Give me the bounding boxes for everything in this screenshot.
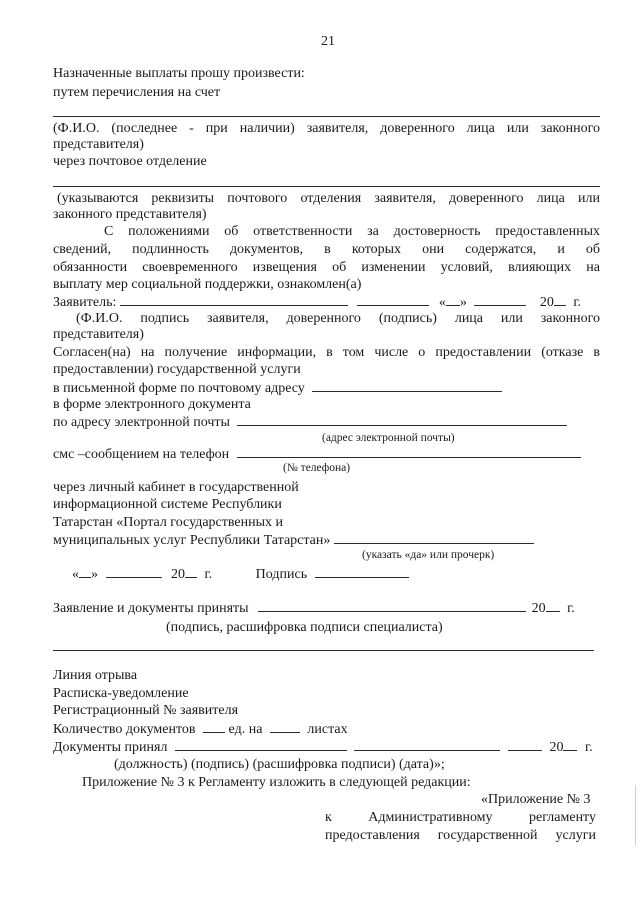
annex-heading-1: «Приложение № 3: [481, 792, 591, 807]
portal-line-3: Татарстан «Портал государственных и: [53, 515, 283, 530]
portal-line-2: информационной системе Республики: [53, 497, 282, 512]
specialist-signature-field[interactable]: [258, 600, 526, 612]
receipt-title: Расписка-уведомление: [53, 686, 189, 701]
consent-line-1: Согласен(на) на получение информации, в том числе о предоставлении (отказе в: [53, 345, 600, 360]
consent-line-2: предоставлении) государственной услуги: [53, 362, 301, 377]
applicant-year-field[interactable]: [554, 294, 566, 306]
sheets-count-field[interactable]: [270, 721, 300, 733]
applicant-note-cont: представителя): [53, 327, 144, 342]
post-office-fill-line: [53, 186, 600, 187]
electronic-option: в форме электронного документа: [53, 397, 251, 412]
email-field[interactable]: [237, 414, 567, 426]
accepted-by-year-field[interactable]: [563, 739, 577, 751]
documents-count-field[interactable]: [203, 721, 225, 733]
tear-line: [53, 650, 594, 651]
accepted-year-field[interactable]: [546, 600, 560, 612]
tear-label: Линия отрыва: [53, 668, 138, 683]
fio-note: (Ф.И.О. (последнее - при наличии) заявителя, доверенного лица или законного: [53, 121, 600, 136]
responsibility-line-1: С положениями об ответственности за достоверность предоставленных: [104, 224, 600, 239]
sms-option: смс –сообщением на телефон: [53, 446, 581, 463]
responsibility-line-2: сведений, подлинность документов, в которых они содержатся, и об: [53, 242, 600, 257]
page-number: 21: [321, 34, 335, 49]
applicant-month-field[interactable]: [474, 294, 526, 306]
phone-note: (№ телефона): [283, 462, 351, 474]
applicant-row: Заявитель: « » 20 г.: [53, 295, 582, 310]
annex-heading-2: к Административному регламенту: [325, 810, 596, 825]
payment-heading: Назначенные выплаты прошу произвести:: [53, 66, 305, 81]
portal-note: (указать «да» или прочерк): [362, 549, 495, 561]
applicant-note: (Ф.И.О. подпись заявителя, доверенного (подпись) лица или законного: [76, 311, 600, 326]
responsibility-line-3: обязанности своевременного извещения об изменении условий, влияющих на: [53, 260, 600, 275]
consent-day-field[interactable]: [79, 566, 91, 578]
portal-answer-field[interactable]: [334, 532, 534, 544]
signature-label: Подпись: [255, 567, 308, 582]
consent-month-field[interactable]: [106, 566, 162, 578]
post-office-note-cont: законного представителя): [53, 207, 207, 222]
consent-signature-field[interactable]: [315, 566, 409, 578]
email-note: (адрес электронной почты): [322, 432, 455, 444]
accepted-note: (подпись, расшифровка подписи специалиста): [166, 620, 443, 635]
portal-option: муниципальных услуг Республики Татарстан»: [53, 532, 534, 549]
accepted-by-name-field[interactable]: [354, 739, 500, 751]
email-option: по адресу электронной почты: [53, 414, 567, 431]
consent-date-row: « » 20 г. Подпись: [72, 566, 409, 583]
consent-year-field[interactable]: [185, 566, 197, 578]
phone-field[interactable]: [237, 446, 581, 458]
post-office-label: через почтовое отделение: [53, 154, 207, 169]
documents-count-row: Количество документов ед. на листах: [53, 722, 348, 737]
annex-statement: Приложение № 3 к Регламенту изложить в следующей редакции:: [82, 775, 471, 790]
accepted-by-position-field[interactable]: [175, 739, 347, 751]
applicant-name-field[interactable]: [120, 294, 348, 306]
account-fill-line: [53, 116, 600, 117]
annex-heading-3: предоставления государственной услуги: [325, 828, 596, 843]
postal-address-field[interactable]: [312, 380, 502, 392]
responsibility-line-4: выплату мер социальной поддержки, ознакомлен(а): [53, 277, 362, 292]
postal-option: в письменной форме по почтовому адресу: [53, 380, 502, 397]
applicant-day-field[interactable]: [446, 294, 460, 306]
applicant-signature-field[interactable]: [357, 294, 429, 306]
fio-note-cont: представителя): [53, 137, 144, 152]
accepted-by-note: (должность) (подпись) (расшифровка подписи) (дата)»;: [114, 757, 445, 772]
registration-number-label: Регистрационный № заявителя: [53, 703, 239, 718]
portal-line-1: через личный кабинет в государственной: [53, 480, 299, 495]
accepted-row: Заявление и документы приняты 20 г.: [53, 601, 575, 616]
scan-edge-mark: [635, 785, 636, 845]
payment-account-label: путем перечисления на счет: [53, 85, 221, 100]
accepted-by-date-field[interactable]: [508, 739, 542, 751]
accepted-by-row: Документы принял 20 г.: [53, 740, 593, 755]
applicant-label: Заявитель:: [53, 295, 117, 310]
post-office-note: (указываются реквизиты почтового отделения заявителя, доверенного лица или: [57, 191, 600, 206]
